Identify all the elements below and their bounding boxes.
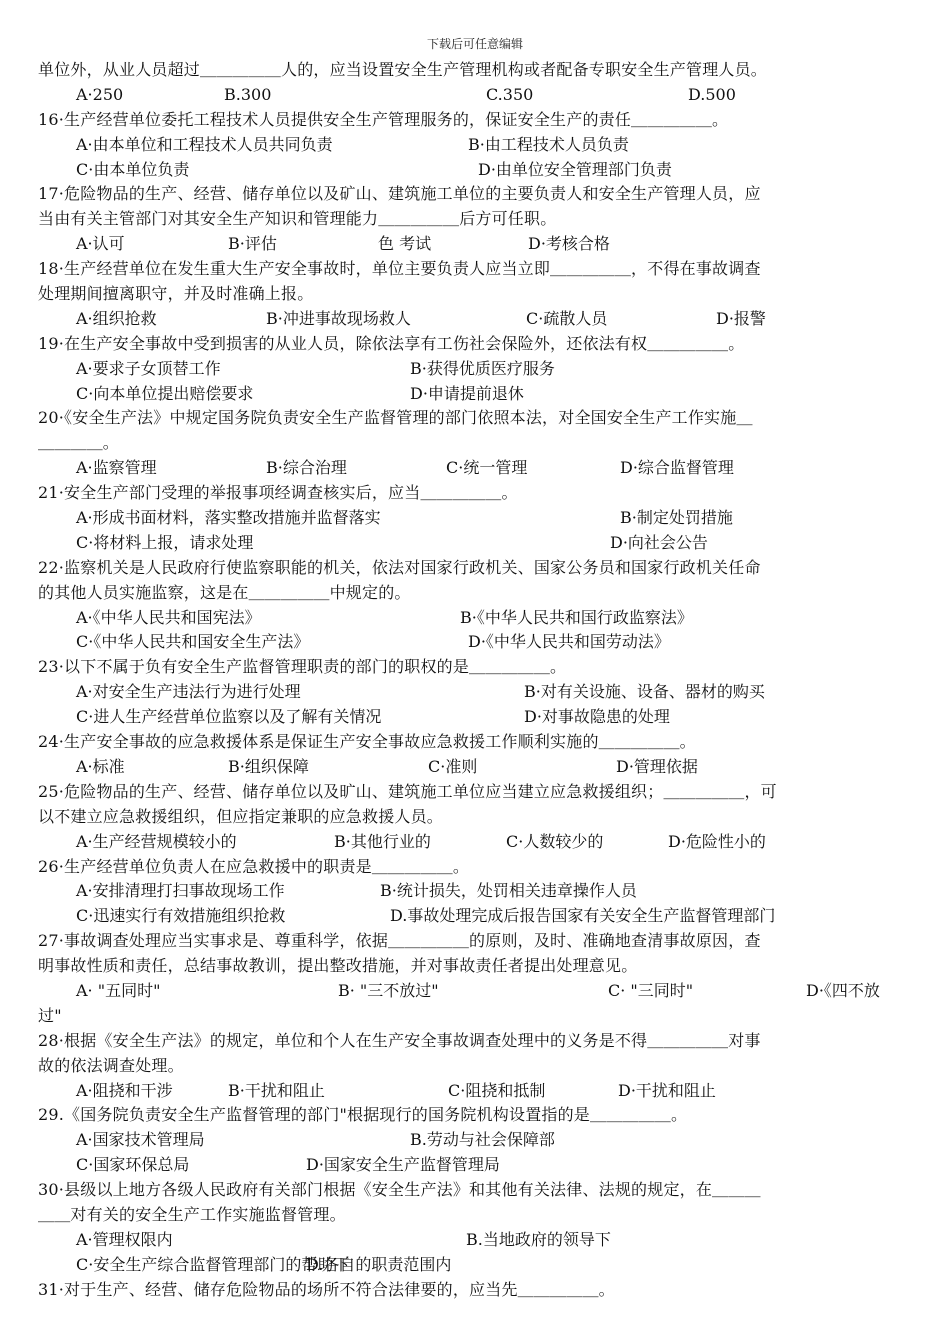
question-line: 30·县级以上地方各级人民政府有关部门根据《安全生产法》和其他有关法律、法规的规定，在＿＿＿	[38, 1180, 761, 1200]
document-body	[38, 58, 918, 1303]
answer-option: B·组织保障	[228, 756, 309, 776]
option-row	[38, 456, 918, 481]
answer-option: A·安排清理打扫事故现场工作	[76, 881, 285, 901]
answer-option: B.300	[224, 84, 272, 104]
question-line: 26·生产经营单位负责人在应急救援中的职责是＿＿＿＿＿。	[38, 856, 470, 876]
answer-option: A·国家技术管理局	[76, 1130, 205, 1150]
page-header: 下载后可任意编辑	[426, 37, 523, 51]
answer-option: C·迅速实行有效措施组织抢救	[76, 906, 286, 926]
answer-option: C·由本单位负责	[76, 159, 190, 179]
answer-option: B.劳动与社会保障部	[410, 1130, 555, 1150]
question-line: 处理期间擅离职守，并及时准确上报。	[38, 284, 314, 304]
question-line: 16·生产经营单位委托工程技术人员提供安全生产管理服务的，保证安全生产的责任＿＿＿＿＿。	[38, 109, 729, 129]
answer-option: C·安全生产综合监督管理部门的帮助下	[76, 1254, 350, 1274]
answer-option: B·统计损失，处罚相关违章操作人员	[380, 881, 637, 901]
answer-option: D·危险性小的	[668, 831, 766, 851]
answer-option: D·综合监督管理	[620, 458, 734, 478]
option-row	[38, 133, 918, 158]
option-row	[38, 606, 918, 631]
answer-option: D·《四不放	[806, 980, 880, 1000]
answer-option: B·对有关设施、设备、器材的购买	[524, 682, 765, 702]
answer-option: D·申请提前退休	[410, 383, 524, 403]
option-row	[38, 1128, 918, 1153]
answer-option: D.500	[688, 84, 736, 104]
question-line: 19·在生产安全事故中受到损害的从业人员，除依法享有工伤社会保险外，还依法有权＿＿＿＿＿。	[38, 333, 745, 353]
option-row	[38, 630, 918, 655]
answer-option: D·由单位安全管理部门负责	[478, 159, 672, 179]
question-line: 单位外，从业人员超过＿＿＿＿＿人的，应当设置安全生产管理机构或者配备专职安全生产管理人员。	[38, 60, 768, 79]
answer-option: B·干扰和阻止	[228, 1080, 325, 1100]
answer-option: A·生产经营规模较小的	[76, 831, 237, 851]
option-row	[38, 307, 918, 332]
answer-option: A·《中华人民共和国宪法》	[76, 607, 261, 627]
answer-option: B·由工程技术人员负责	[468, 134, 629, 154]
question-line: 28·根据《安全生产法》的规定，单位和个人在生产安全事故调查处理中的义务是不得＿＿＿＿＿对事	[38, 1030, 761, 1050]
answer-option: B.当地政府的领导下	[466, 1229, 611, 1249]
option-row	[38, 904, 918, 929]
answer-option: B·冲进事故现场救人	[266, 308, 411, 328]
answer-option: B·评估	[228, 234, 277, 254]
answer-option: D·国家安全生产监督管理局	[306, 1155, 500, 1175]
answer-option: D·对事故隐患的处理	[524, 707, 670, 727]
answer-option: C·向本单位提出赔偿要求	[76, 383, 254, 403]
option-row	[38, 531, 918, 556]
answer-option: A·标准	[76, 756, 125, 776]
answer-option: C·统一管理	[446, 458, 528, 478]
question-line: 的其他人员实施监察，这是在＿＿＿＿＿中规定的。	[38, 582, 411, 602]
answer-option: D·报警	[716, 308, 766, 328]
question-line: 明事故性质和责任，总结事故教训，提出整改措施，并对事故责任者提出处理意见。	[38, 956, 638, 976]
answer-option: A·阻挠和干涉	[76, 1080, 173, 1100]
question-line: 以不建立应急救援组织，但应指定兼职的应急救援人员。	[38, 806, 444, 826]
answer-option: C·准则	[428, 756, 478, 776]
answer-option: 色 考试	[378, 234, 432, 254]
answer-option: A·要求子女顶替工作	[76, 358, 221, 378]
option-row	[38, 357, 918, 382]
question-line: 29.《国务院负责安全生产监督管理的部门"根据现行的国务院机构设置指的是＿＿＿＿＿。	[38, 1105, 688, 1125]
answer-option: D.事故处理完成后报告国家有关安全生产监督管理部门	[390, 906, 776, 926]
question-line: 18·生产经营单位在发生重大生产安全事故时，单位主要负责人应当立即＿＿＿＿＿，不得在事故调查	[38, 259, 761, 279]
answer-option: A· "五同时"	[76, 980, 161, 1000]
answer-option: A·形成书面材料，落实整改措施并监督落实	[76, 508, 381, 528]
answer-option: B·其他行业的	[334, 831, 431, 851]
answer-option: D·干扰和阻止	[618, 1080, 716, 1100]
option-row	[38, 1153, 918, 1178]
question-line: 21·安全生产部门受理的举报事项经调查核实后，应当＿＿＿＿＿。	[38, 483, 518, 503]
question-line: ＿＿＿＿。	[38, 433, 120, 453]
answer-option: C·疏散人员	[526, 308, 608, 328]
question-line: 27·事故调查处理应当实事求是、尊重科学，依据＿＿＿＿＿的原则，及时、准确地查清事故原因，查	[38, 931, 761, 951]
answer-option: C·人数较少的	[506, 831, 604, 851]
question-line: 17·危险物品的生产、经营、储存单位以及矿山、建筑施工单位的主要负责人和安全生产管理人员，应	[38, 184, 761, 204]
question-line: 过"	[38, 1005, 62, 1025]
answer-option: C·进人生产经营单位监察以及了解有关情况	[76, 707, 382, 727]
question-line: 当由有关主管部门对其安全生产知识和管理能力＿＿＿＿＿后方可任职。	[38, 209, 557, 229]
answer-option: D·考核合格	[528, 234, 610, 254]
option-row	[38, 830, 918, 855]
question-line: 故的依法调查处理。	[38, 1055, 184, 1075]
answer-option: A·对安全生产违法行为进行处理	[76, 682, 301, 702]
answer-option: D·管理依据	[616, 756, 698, 776]
answer-option: B·获得优质医疗服务	[410, 358, 555, 378]
option-row	[38, 705, 918, 730]
question-line: ＿＿对有关的安全生产工作实施监督管理。	[38, 1204, 346, 1224]
option-row	[38, 680, 918, 705]
question-line: 24·生产安全事故的应急救援体系是保证生产安全事故应急救援工作顺利实施的＿＿＿＿＿。	[38, 732, 696, 752]
answer-option: D·《中华人民共和国劳动法》	[468, 632, 670, 652]
answer-option: A·监察管理	[76, 458, 157, 478]
answer-option: C· "三同时"	[608, 980, 694, 1000]
option-row	[38, 232, 918, 257]
option-row	[38, 755, 918, 780]
question-line: 23·以下不属于负有安全生产监督管理职责的部门的职权的是＿＿＿＿＿。	[38, 657, 567, 677]
answer-option: C·将材料上报，请求处理	[76, 532, 254, 552]
answer-option: C·《中华人民共和国安全生产法》	[76, 632, 310, 652]
answer-option: A·组织抢救	[76, 308, 157, 328]
option-row	[38, 1253, 918, 1278]
answer-option: C·国家环保总局	[76, 1155, 190, 1175]
question-line: 31·对于生产、经营、储存危险物品的场所不符合法律要的，应当先＿＿＿＿＿。	[38, 1279, 615, 1299]
question-line: 20·《安全生产法》中规定国务院负责安全生产监督管理的部门依照本法，对全国安全生产工作实施＿	[38, 408, 753, 428]
question-line: 22·监察机关是人民政府行使监察职能的机关，依法对国家行政机关、国家公务员和国家行政机关任命	[38, 557, 761, 577]
answer-option: A·由本单位和工程技术人员共同负责	[76, 134, 333, 154]
answer-option: A·250	[76, 84, 124, 104]
answer-option: B·综合治理	[266, 458, 347, 478]
option-row	[38, 382, 918, 407]
option-row	[38, 83, 918, 108]
option-row	[38, 158, 918, 183]
question-line: 25·危险物品的生产、经营、储存单位以及旷山、建筑施工单位应当建立应急救援组织；＿＿＿＿＿，可	[38, 781, 777, 801]
answer-option: C·阻挠和抵制	[448, 1080, 546, 1100]
option-row	[38, 1079, 918, 1104]
option-row	[38, 506, 918, 531]
answer-option: C.350	[486, 84, 534, 104]
option-row	[38, 979, 918, 1004]
answer-option: D.各自的职责范围内	[306, 1254, 452, 1274]
answer-option: B· "三不放过"	[338, 980, 439, 1000]
option-row	[38, 879, 918, 904]
answer-option: A·认可	[76, 234, 125, 254]
answer-option: B·制定处罚措施	[620, 508, 733, 528]
answer-option: B·《中华人民共和国行政监察法》	[460, 607, 693, 627]
option-row	[38, 1228, 918, 1253]
answer-option: D·向社会公告	[610, 532, 708, 552]
answer-option: A·管理权限内	[76, 1229, 173, 1249]
